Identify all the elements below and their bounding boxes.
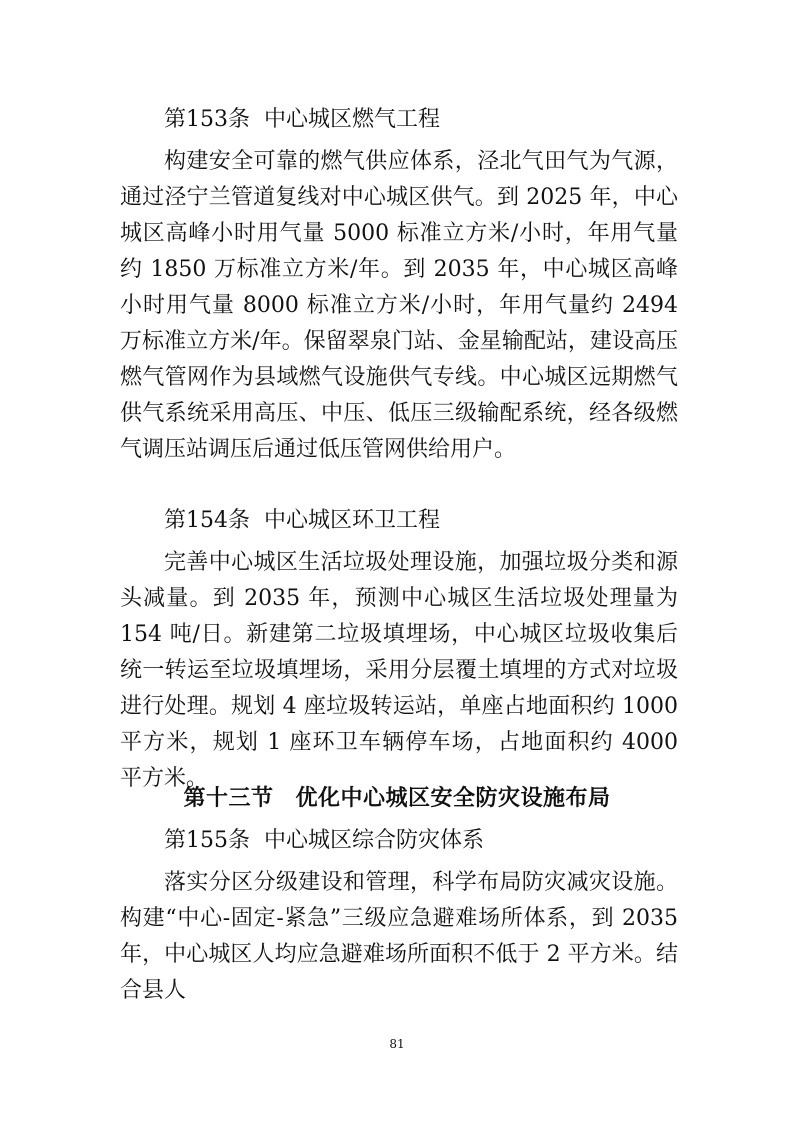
article-155-body xyxy=(120,865,678,1009)
article-153-paragraph: 构建安全可靠的燃气供应体系，泾北气田气为气源，通过泾宁兰管道复线对中心城区供气。到 2025 年，中心城区高峰小时用气量 5000 标准立方米/小时，年用气量约 1850 万标准立方米/年。到 2035 年，中心城区高峰小时用气量 8000 标准立方米/小时，年用气量约 2494 万标准立方米/年。保留翠泉门站、金星输配站，建设高压燃气管网作为县域燃气设施供气专线。中心城区远期燃气供气系统采用高压、中压、低压三级输配系统，经各级燃气调压站调压后通过低压管网供给用户。 xyxy=(120,149,678,462)
article-153-number: 第153条 xyxy=(164,107,250,132)
section-number: 第十三节 xyxy=(183,786,274,811)
article-153-body xyxy=(120,144,678,468)
article-154-heading xyxy=(164,506,440,536)
page-number: 81 xyxy=(389,1037,405,1051)
article-155-paragraph: 落实分区分级建设和管理，科学布局防灾减灾设施。构建“中心-固定-紧急”三级应急避难场所体系，到 2035 年，中心城区人均应急避难场所面积不低于 2 平方米。结合县人 xyxy=(120,870,678,1003)
article-154-number: 第154条 xyxy=(164,508,250,533)
article-154-paragraph: 完善中心城区生活垃圾处理设施，加强垃圾分类和源头减量。到 2035 年，预测中心城区生活垃圾处理量为 154 吨/日。新建第二垃圾填埋场，中心城区垃圾收集后统一转运至垃圾填埋场，采用分层覆土填埋的方式对垃圾进行处理。规划 4 座垃圾转运站，单座占地面积约 1000 平方米，规划 1 座环卫车辆停车场，占地面积约 4000 平方米。 xyxy=(120,550,678,791)
section-title: 优化中心城区安全防灾设施布局 xyxy=(295,786,611,811)
article-154-title: 中心城区环卫工程 xyxy=(264,508,441,533)
article-153-heading xyxy=(164,105,440,135)
article-155-heading xyxy=(164,826,484,856)
article-155-title: 中心城区综合防灾体系 xyxy=(264,828,485,853)
article-155-number: 第155条 xyxy=(164,828,250,853)
article-153-title: 中心城区燃气工程 xyxy=(264,107,441,132)
section-heading xyxy=(0,784,794,814)
article-154-body xyxy=(120,545,678,797)
